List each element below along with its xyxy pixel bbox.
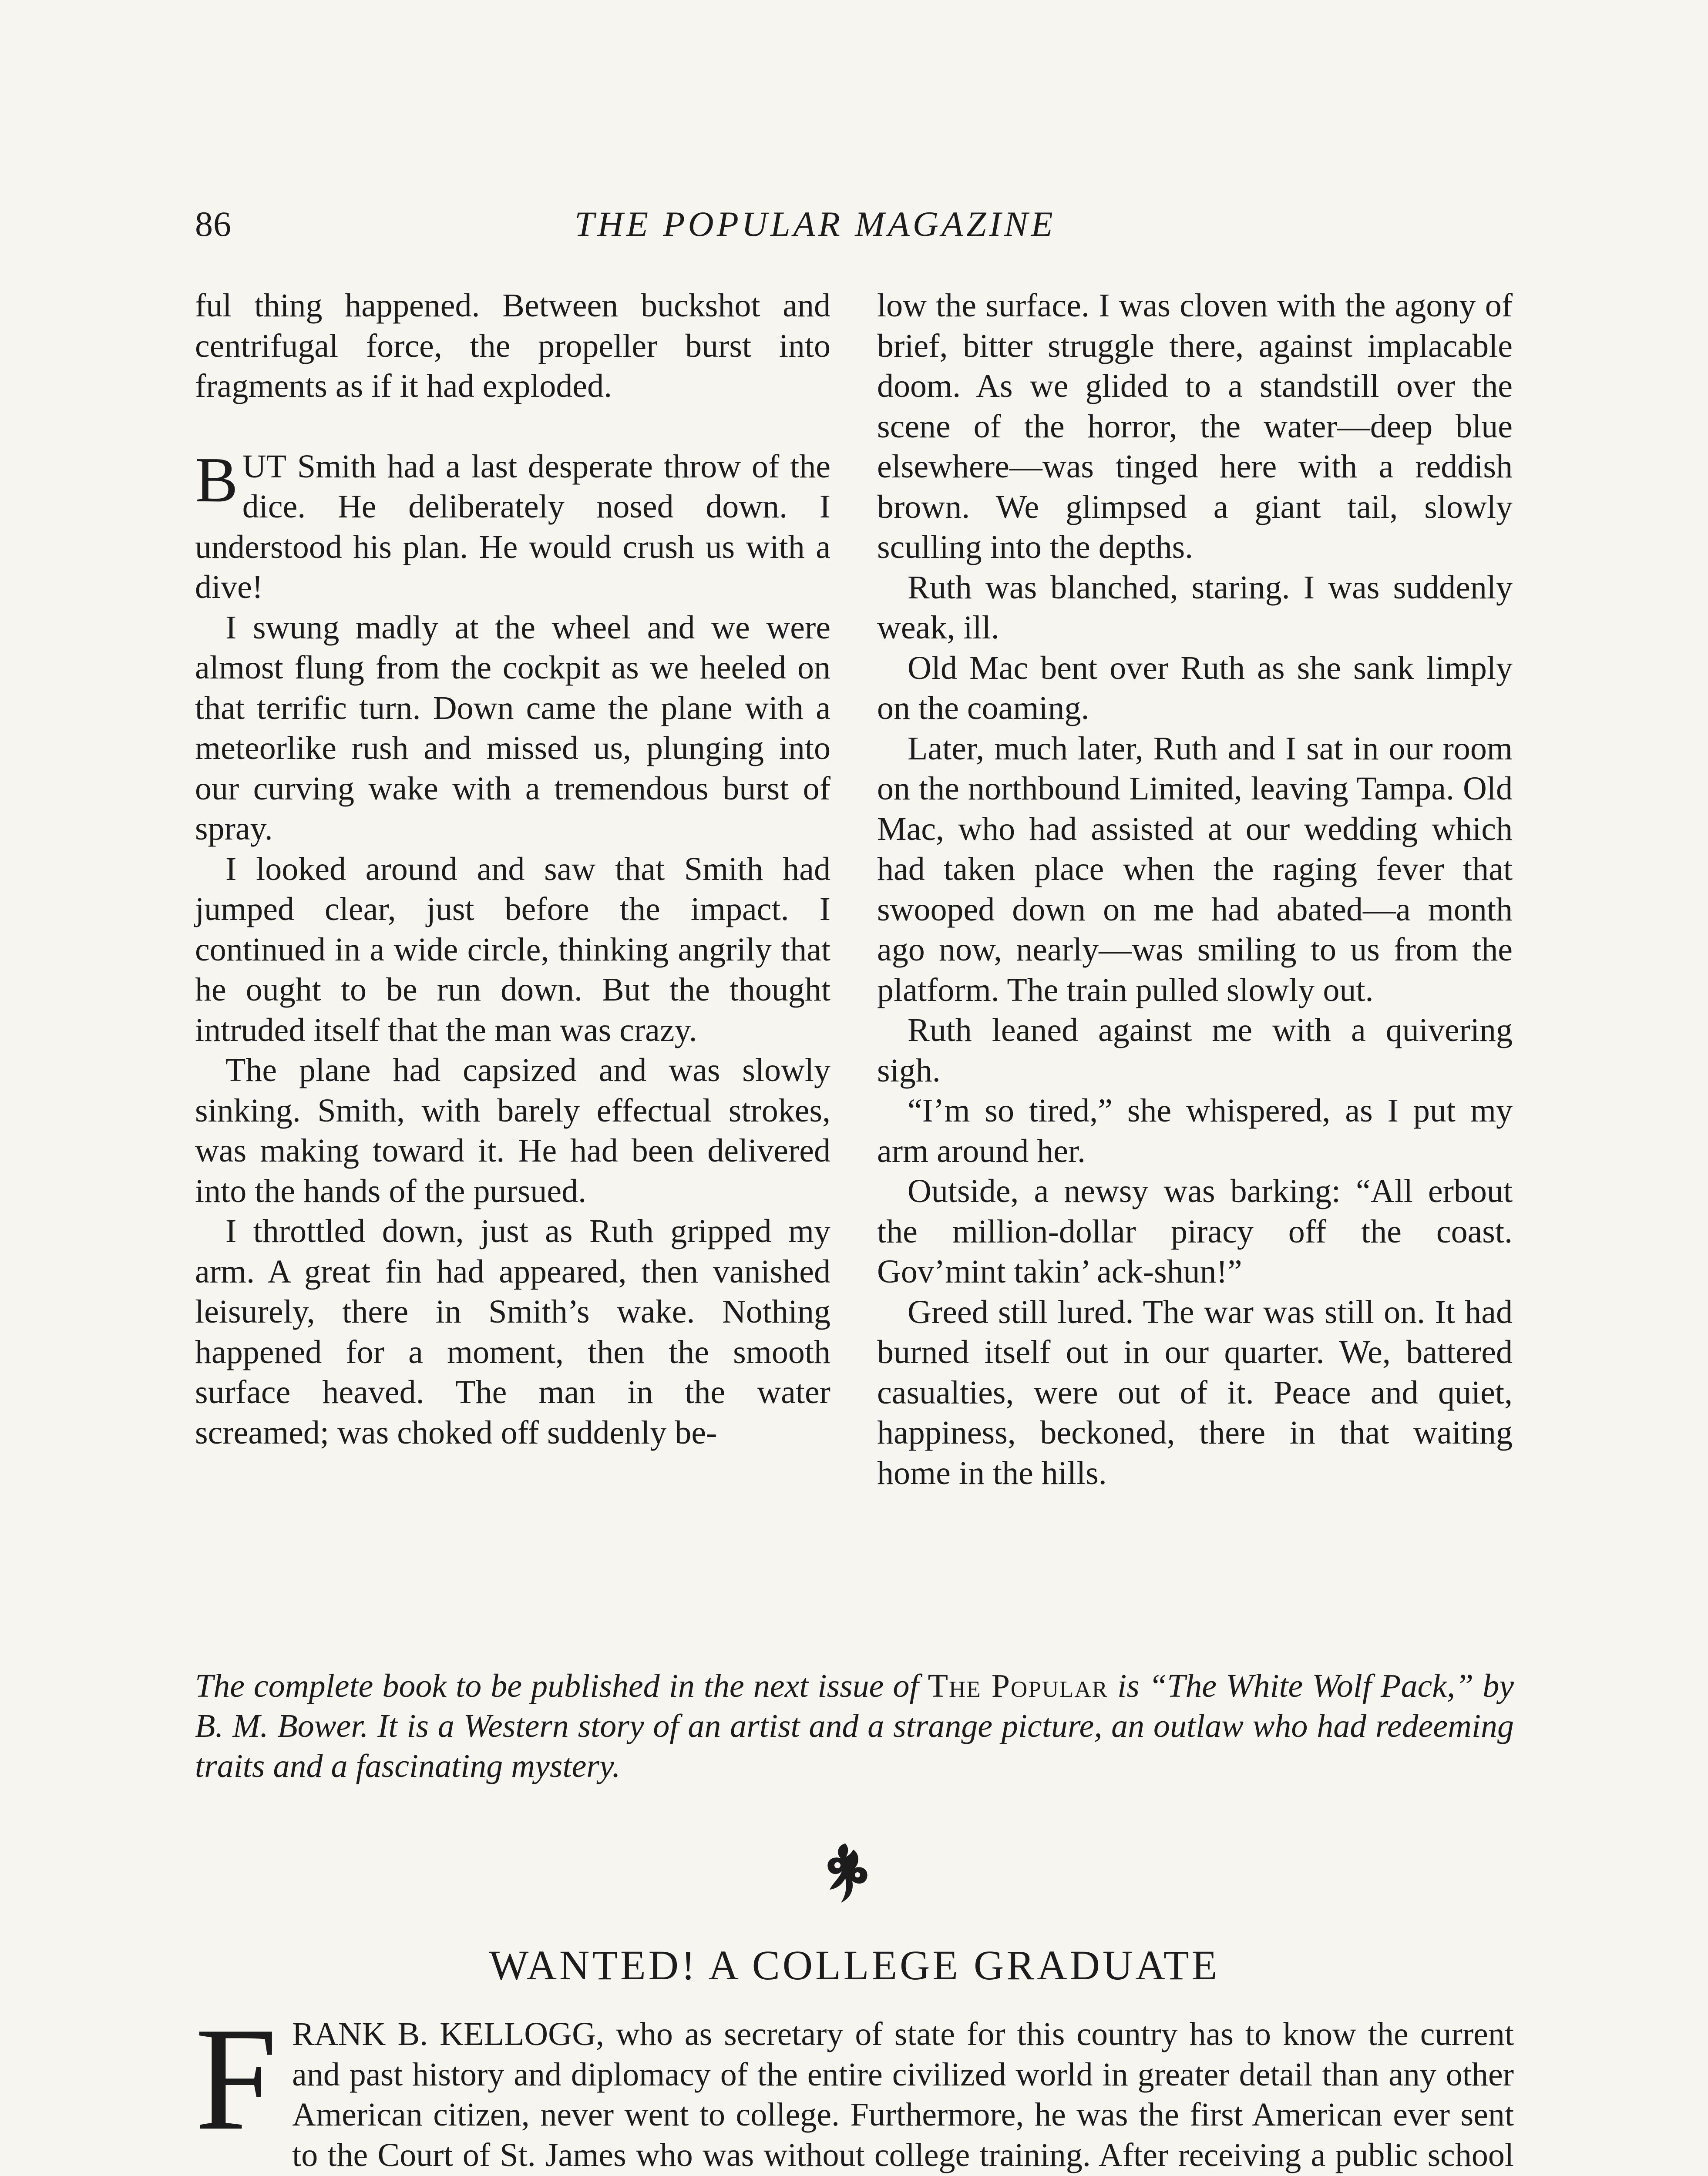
notice-text: is “The White Wolf Pack,” by B. M. Bower. It is a Western story of an artist and a strange picture, an outlaw who had redeeming traits and a fascinating mystery. bbox=[195, 1668, 1514, 1784]
article-paragraph bbox=[195, 1997, 1514, 2176]
paragraph-text: Smith had a last desperate throw of the dice. He deliberately nosed down. I understood his plan. He would crush us with a dive! bbox=[195, 448, 830, 605]
article-lead: RANK B. KELLOGG, bbox=[292, 2016, 604, 2052]
paragraph: low the surface. I was cloven with the agony of brief, bitter struggle there, against implacable doom. As we glided to a standstill over the scene of the horror, the water—deep blue elsewhere—was tinged here with a reddish brown. We glimpsed a giant tail, slowly sculling into the depths. bbox=[877, 287, 1513, 565]
story-right-column bbox=[877, 285, 1513, 1493]
running-head: THE POPULAR MAGAZINE bbox=[575, 204, 1056, 244]
paragraph: I looked around and saw that Smith had jumped clear, just before the impact. I continued in a wide circle, thinking angrily that he ought to be run down. But the thought intruded itself that the man was crazy. bbox=[195, 850, 830, 1048]
drop-cap-continuation: UT bbox=[242, 448, 287, 485]
paragraph: “I’m so tired,” she whispered, as I put my arm around her. bbox=[877, 1092, 1513, 1169]
paragraph: The plane had capsized and was slowly sinking. Smith, with barely effectual strokes, was making toward it. He had been delivered into the hands of the pursued. bbox=[195, 1052, 830, 1209]
paragraph: I swung madly at the wheel and we were almost flung from the cockpit as we heeled on that terrific turn. Down came the plane with a meteorlike rush and missed us, plunging into our curving wake with a tremendous burst of spray. bbox=[195, 609, 830, 847]
page-number: 86 bbox=[195, 204, 232, 244]
drop-cap-f: F bbox=[195, 1997, 278, 2161]
paragraph: I throttled down, just as Ruth gripped my arm. A great fin had appeared, then vanished leisurely, there in Smith’s wake. Nothing happened for a moment, then the smooth surface heaved. The man in the water screamed; was choked off suddenly be- bbox=[195, 1213, 830, 1451]
article-body bbox=[195, 1997, 1514, 2176]
fleuron-ornament-icon bbox=[820, 1841, 872, 1906]
paragraph: Greed still lured. The war was still on. It had burned itself out in our quarter. We, battered casualties, were out of it. Peace and quiet, happiness, beckoned, there in that waiting home in the hills. bbox=[877, 1293, 1513, 1491]
paragraph: Outside, a newsy was barking: “All erbout the million-dollar piracy off the coast. Gov’mint takin’ ack-shun!” bbox=[877, 1173, 1513, 1290]
paragraph: Later, much later, Ruth and I sat in our room on the northbound Limited, leaving Tampa. Old Mac, who had assisted at our wedding which had taken place when the raging fever that swooped down on me had abated—a month ago now, nearly—was smiling to us from the platform. The train pulled slowly out. bbox=[877, 730, 1513, 1008]
paragraph: Ruth was blanched, staring. I was suddenly weak, ill. bbox=[877, 569, 1513, 646]
notice-text: The complete book to be published in the next issue of bbox=[195, 1668, 928, 1704]
paragraph: Old Mac bent over Ruth as she sank limply on the coaming. bbox=[877, 649, 1513, 726]
magazine-name: The Popular bbox=[928, 1668, 1109, 1704]
drop-cap-b: B bbox=[195, 444, 238, 516]
paragraph: ful thing happened. Between buckshot and centrifugal force, the propeller burst into fragments as if it had exploded. bbox=[195, 287, 830, 404]
next-issue-notice bbox=[195, 1666, 1514, 1786]
paragraph-dropcap bbox=[195, 444, 830, 608]
paragraph: Ruth leaned against me with a quivering sigh. bbox=[877, 1012, 1513, 1089]
article-headline: WANTED! A COLLEGE GRADUATE bbox=[489, 1942, 1220, 1988]
article-text: who as secretary of state for this country has to know the current and past history and diplomacy of the entire civilized world in greater detail than any other American citizen, never went to college. Furthermore, he was the first American ever sent to the Court of St. James who was without college training. After receiving a public school bbox=[292, 2016, 1514, 2173]
story-left-column bbox=[195, 285, 830, 1453]
